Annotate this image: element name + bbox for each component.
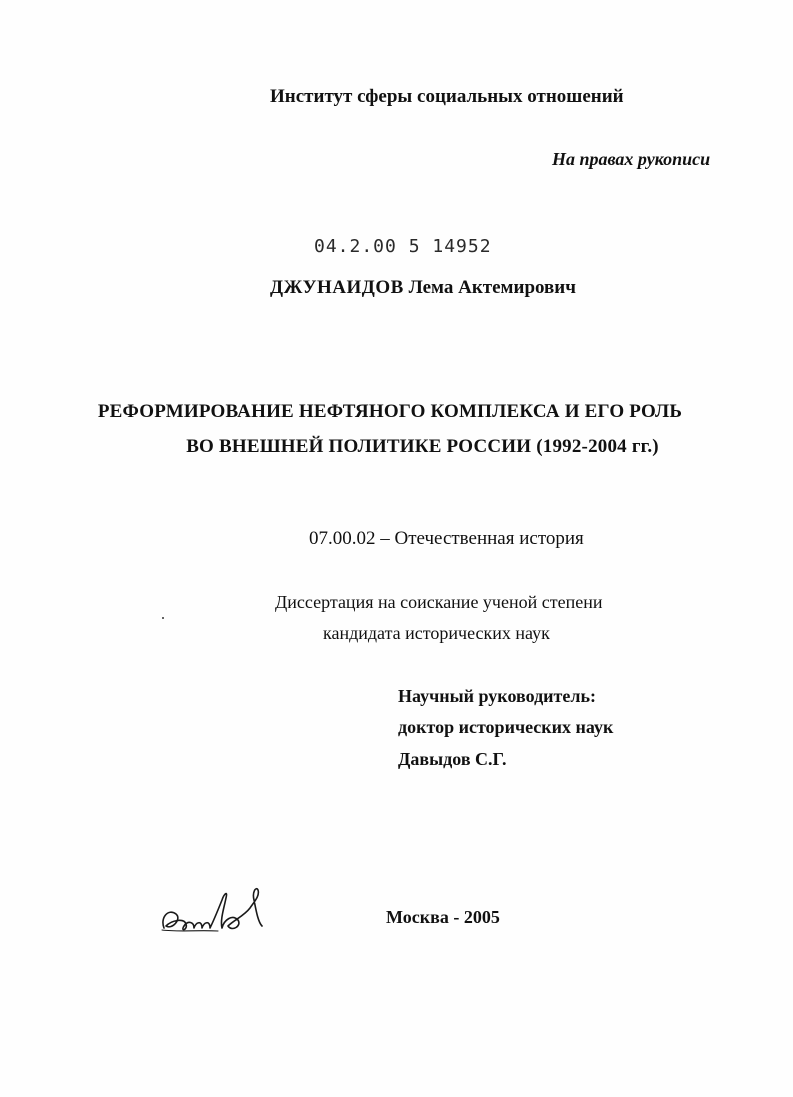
scan-speck [162,617,164,619]
registration-stamp: 04.2.00 5 14952 [314,236,492,257]
handwritten-signature [158,880,268,940]
city-and-year: Москва - 2005 [386,907,500,927]
institute-name: Институт сферы социальных отношений [270,86,624,107]
author-surname: ДЖУНАИДОВ [270,277,404,298]
dissertation-title-line-2: ВО ВНЕШНЕЙ ПОЛИТИКЕ РОССИИ (1992-2004 гг.) [186,436,659,457]
author-name [270,277,576,299]
degree-statement-line-2: кандидата исторических наук [323,623,550,643]
specialty-code: 07.00.02 – Отечественная история [309,528,584,549]
author-given-names: Лема Актемирович [408,277,576,298]
manuscript-rights-note: На правах рукописи [552,149,711,169]
supervisor-name: Давыдов С.Г. [398,749,507,769]
supervisor-degree: доктор исторических наук [398,717,614,737]
supervisor-label: Научный руководитель: [398,686,596,706]
degree-statement-line-1: Диссертация на соискание ученой степени [275,592,603,612]
dissertation-title-line-1: РЕФОРМИРОВАНИЕ НЕФТЯНОГО КОМПЛЕКСА И ЕГО РОЛЬ [97,401,683,422]
